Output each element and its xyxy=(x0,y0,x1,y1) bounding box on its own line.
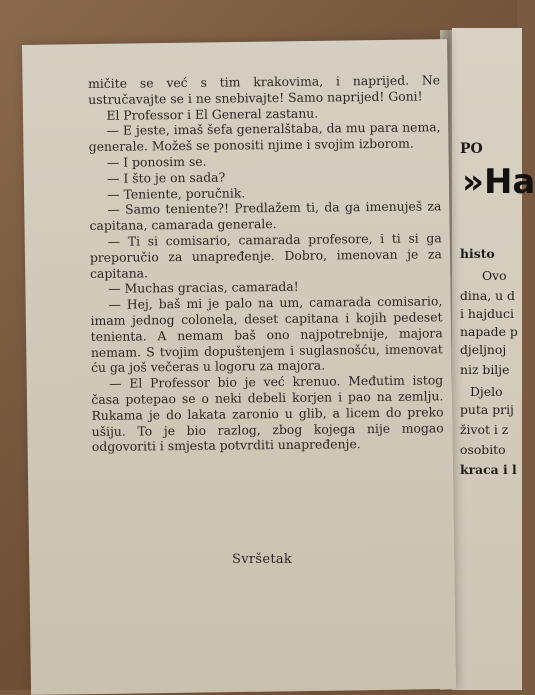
story-text xyxy=(88,72,444,455)
paragraph: — I ponosim se. xyxy=(106,153,207,170)
right-page-line: djeljnoj xyxy=(460,342,507,357)
paragraph: — Teniente, poručnik. xyxy=(107,184,246,202)
right-page-title: »Ha xyxy=(462,162,535,202)
paragraph: — E jeste, imaš šefa generalštaba, da mu para nema, generale. Možeš se ponositi njime i svojim izborom. xyxy=(88,119,441,155)
right-page-line: histo xyxy=(460,246,495,261)
right-page-line: Djelo xyxy=(470,384,503,399)
right-page-line: život i z xyxy=(460,422,509,437)
right-page xyxy=(452,28,522,690)
right-page-line: Ovo xyxy=(482,268,507,283)
paragraph: — Hej, baš mi je palo na um, camarada comisario, imam jednog colonela, deset capitana i kojih pedeset tenienta. A nemam baš ono najpotrebnije, majora nemam. S tvojim dopuštenjem i suglasnošću, imenovat ću ga još večeras u logoru za majora. xyxy=(90,293,443,376)
paragraph: — I što je on sada? xyxy=(106,169,226,186)
right-page-line: puta prij xyxy=(460,402,514,417)
right-page-line: kraca i l xyxy=(460,462,517,477)
right-page-line: osobito xyxy=(460,442,506,457)
right-page-heading: PO xyxy=(460,141,483,157)
paragraph: — Samo teniente?! Predlažem ti, da ga imenuješ za capitana, camarada generale. xyxy=(89,198,442,234)
right-page-line: i hajduci xyxy=(460,306,514,321)
ending-label: Svršetak xyxy=(232,552,293,567)
right-page-line: niz bilje xyxy=(460,362,510,377)
paragraph: — El Professor bio je već krenuo. Međutim istog časa potepao se o neki debeli korjen i pao na zemlju. Rukama je do lakata zaronio u glib, a licem do preko ušiju. To je bio razlog, zbog kojega nije mogao odgovoriti i smjesta potvrditi unapređenje. xyxy=(91,372,444,455)
paragraph: El Professor i El General zastanu. xyxy=(106,105,319,123)
right-page-line: dina, u d xyxy=(460,288,515,303)
right-page-line: napade p xyxy=(460,324,518,339)
paragraph: — Muchas gracias, camarada! xyxy=(108,279,299,297)
paragraph: — Ti si comisario, camarada profesore, i ti si ga preporučio za unapređenje. Dobro, imenovan je za capitana. xyxy=(89,230,442,281)
paragraph: mičite se već s tim krakovima, i naprijed. Ne ustručavajte se i ne snebivajte! Samo naprijed! Goni! xyxy=(88,72,441,107)
